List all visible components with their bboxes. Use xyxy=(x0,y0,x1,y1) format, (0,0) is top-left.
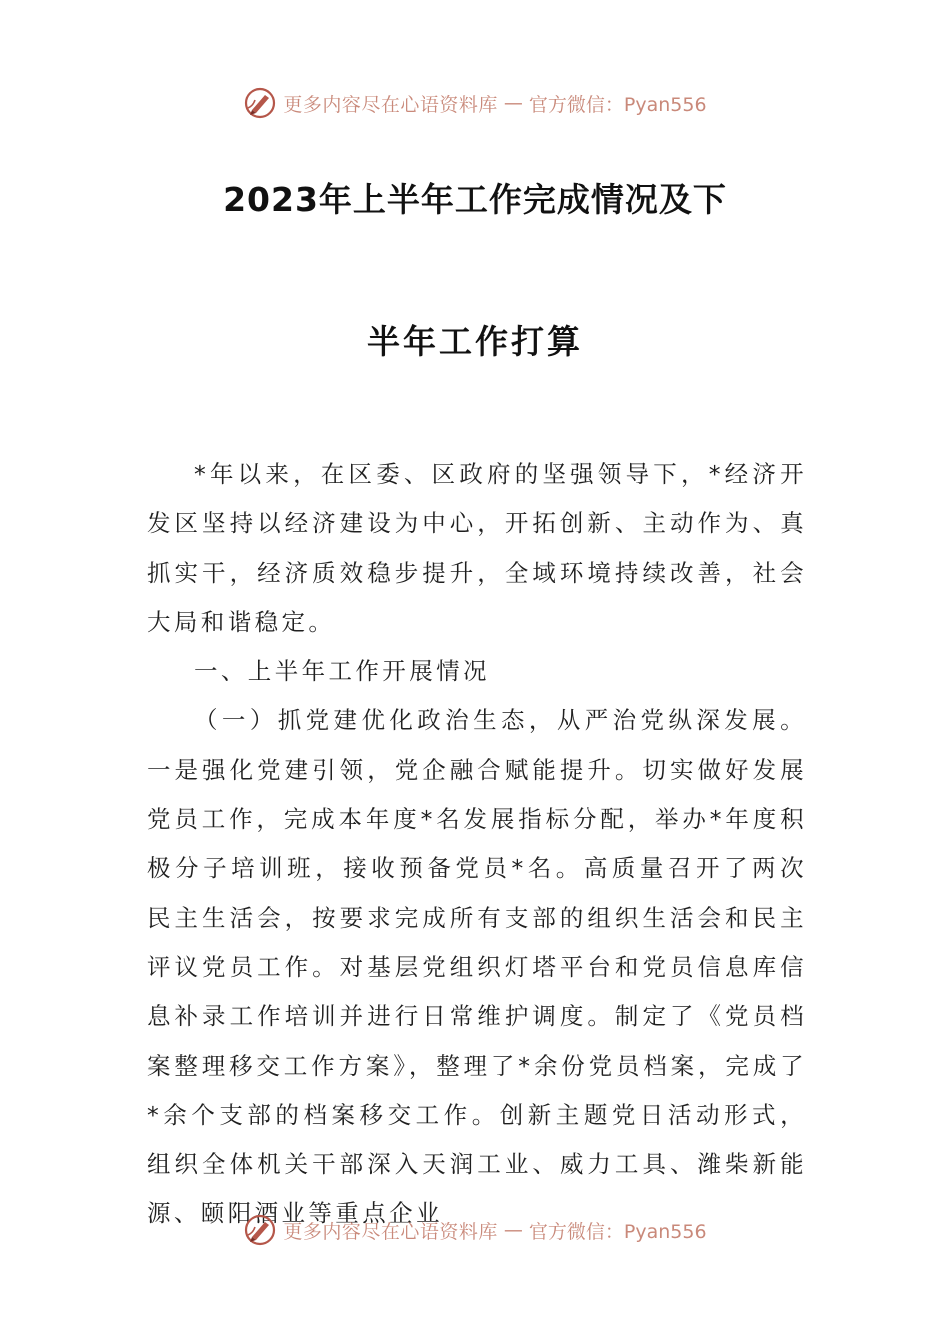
body-paragraph-party-building: （一）抓党建优化政治生态，从严治党纵深发展。一是强化党建引领，党企融合赋能提升。切实做好发展党员工作，完成本年度*名发展指标分配，举办*年度积极分子培训班，接收预备党员*名。高质量召开了两次民主生活会，按要求完成所有支部的组织生活会和民主评议党员工作。对基层党组织灯塔平台和党员信息库信息补录工作培训并进行日常维护调度。制定了《党员档案整理移交工作方案》，整理了*余份党员档案，完成了*余个支部的档案移交工作。创新主题党日活动形式，组织全体机关干部深入天润工业、威力工具、潍柴新能源、颐阳酒业等重点企业 xyxy=(147,706,807,1228)
watermark-separator: — xyxy=(503,92,523,114)
watermark-banner-bottom xyxy=(0,1208,950,1252)
watermark-site-text: 更多内容尽在心语资料库 xyxy=(283,93,498,116)
watermark-banner-top xyxy=(0,81,950,125)
section-heading: 一、上半年工作开展情况 xyxy=(194,657,490,686)
body-paragraph-intro: *年以来，在区委、区政府的坚强领导下，*经济开发区坚持以经济建设为中心，开拓创新、主动作为、真抓实干，经济质效稳步提升，全域环境持续改善，社会大局和谐稳定。 xyxy=(147,460,807,636)
watermark-wechat-text: 官方微信：Pyan556 xyxy=(528,93,707,116)
pen-logo-icon xyxy=(243,86,277,120)
document-title-line-2: 半年工作打算 xyxy=(367,322,583,361)
watermark-site-text: 更多内容尽在心语资料库 xyxy=(283,1220,498,1243)
pen-logo-icon xyxy=(243,1213,277,1247)
watermark-separator: — xyxy=(503,1219,523,1241)
document-body xyxy=(147,450,807,1239)
watermark-wechat-text: 官方微信：Pyan556 xyxy=(528,1220,707,1243)
document-title-line-1: 2023年上半年工作完成情况及下 xyxy=(223,180,727,219)
